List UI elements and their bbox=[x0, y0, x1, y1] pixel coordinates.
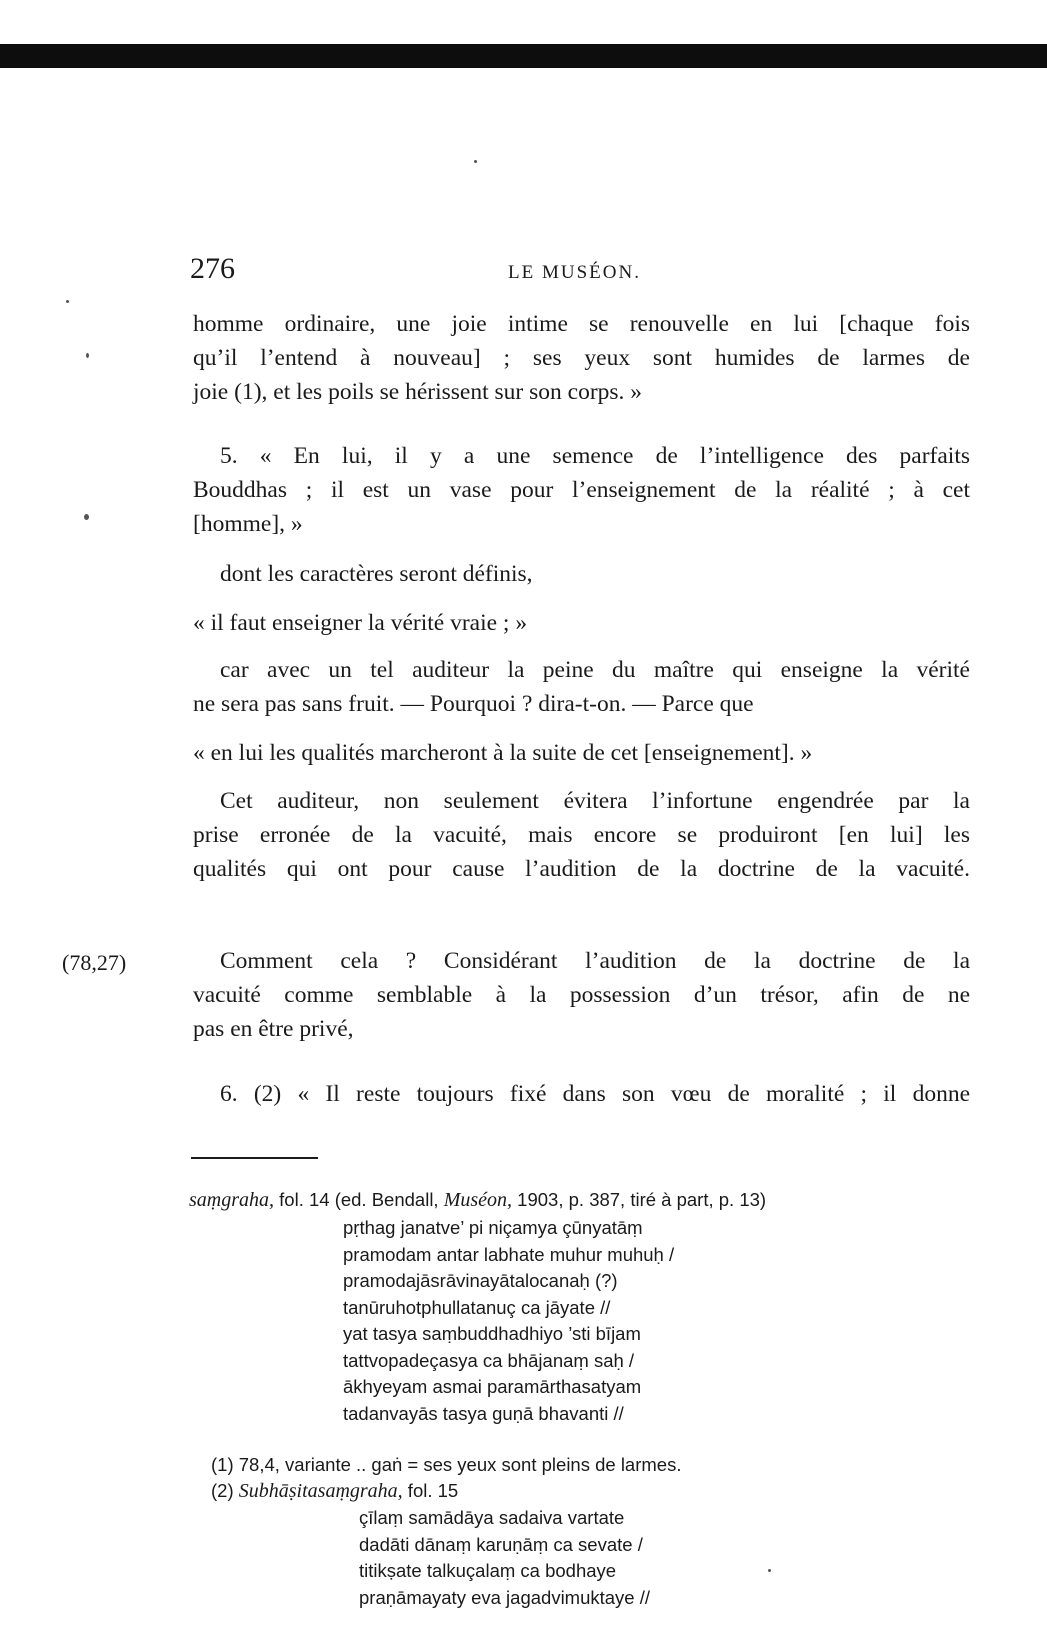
footnote-2 bbox=[211, 1478, 458, 1504]
scan-speck bbox=[474, 160, 477, 163]
source-ref: fol. 14 (ed. Bendall, bbox=[274, 1189, 444, 1210]
source-title: saṃgraha, bbox=[189, 1189, 275, 1211]
text-line: dont les caractères seront définis, bbox=[220, 561, 533, 587]
paragraph-4 bbox=[193, 606, 970, 640]
text-line: Bouddhas ; il est un vase pour l’enseignement de la réalité ; à cet bbox=[193, 477, 970, 503]
paragraph-section-6 bbox=[193, 1077, 970, 1111]
verse-line: dadāti dānaṃ karuṇāṃ ca sevate / bbox=[359, 1533, 643, 1555]
scan-speck bbox=[768, 1569, 771, 1572]
paragraph-8 bbox=[193, 944, 970, 1046]
paragraph-7 bbox=[193, 784, 970, 886]
text-line: Comment cela ? Considérant l’audition de la doctrine de la bbox=[220, 948, 970, 974]
page-number: 276 bbox=[190, 252, 235, 285]
running-head: LE MUSÉON. bbox=[508, 262, 641, 283]
margin-reference: (78,27) bbox=[62, 950, 127, 975]
scan-speck bbox=[86, 353, 89, 358]
journal-title: Muséon, bbox=[443, 1189, 513, 1211]
text-line: vacuité comme semblable à la possession d’un trésor, afin de ne bbox=[193, 982, 970, 1008]
paragraph-6 bbox=[193, 736, 970, 770]
verse-line: çīlaṃ samādāya sadaiva vartate bbox=[359, 1507, 625, 1528]
text-line: « en lui les qualités marcheront à la suite de cet [enseignement]. » bbox=[193, 740, 813, 766]
verse-line: pramodajāsrāvinayātalocanaḥ (?) bbox=[343, 1270, 618, 1291]
paragraph-1 bbox=[193, 307, 970, 409]
verse-line: yat tasya saṃbuddhadhiyo ’sti bījam bbox=[343, 1323, 641, 1344]
text-line: prise erronée de la vacuité, mais encore se produiront [en lui] les bbox=[193, 822, 970, 848]
text-line: Cet auditeur, non seulement évitera l’infortune engendrée par la bbox=[220, 788, 970, 814]
verse-line: tanūruhotphullatanuç ca jāyate // bbox=[343, 1296, 611, 1318]
text-line: « il faut enseigner la vérité vraie ; » bbox=[193, 610, 528, 636]
scan-border-bar bbox=[0, 44, 1047, 68]
text-line: 5. « En lui, il y a une semence de l’intelligence des parfaits bbox=[220, 443, 970, 469]
verse-line: titikṣate talkuçalaṃ ca bodhaye bbox=[359, 1560, 617, 1581]
footnote-continuation bbox=[189, 1187, 766, 1213]
text-line: ne sera pas sans fruit. — Pourquoi ? dira-t-on. — Parce que bbox=[193, 691, 754, 717]
sanskrit-verse-1 bbox=[343, 1215, 674, 1427]
footnote-1 bbox=[211, 1452, 681, 1478]
verse-line: tadanvayās tasya guṇā bhavanti // bbox=[343, 1402, 624, 1424]
text-line: [homme], » bbox=[193, 511, 303, 537]
verse-line: praṇāmayaty eva jagadvimuktaye // bbox=[359, 1586, 651, 1608]
text-line: joie (1), et les poils se hérissent sur son corps. » bbox=[193, 379, 643, 405]
text-line: homme ordinaire, une joie intime se renouvelle en lui [chaque fois bbox=[193, 311, 970, 337]
source-ref: fol. 15 bbox=[402, 1480, 459, 1501]
verse-line: tattvopadeçasya ca bhājanaṃ saḥ / bbox=[343, 1349, 635, 1371]
verse-line: ākhyeyam asmai paramārthasatyam bbox=[343, 1376, 642, 1397]
text-line: qu’il l’entend à nouveau] ; ses yeux sont humides de larmes de bbox=[193, 345, 970, 371]
footnote-marker: (2) bbox=[211, 1480, 234, 1501]
paragraph-3 bbox=[193, 557, 970, 591]
sanskrit-verse-2 bbox=[359, 1505, 650, 1611]
source-ref-rest: 1903, p. 387, tiré à part, p. 13) bbox=[512, 1189, 767, 1210]
scan-speck bbox=[84, 514, 89, 520]
footnote-text: 78,4, variante .. gaṅ = ses yeux sont pleins de larmes. bbox=[238, 1454, 682, 1475]
footnote-rule bbox=[191, 1157, 318, 1159]
paragraph-section-5 bbox=[193, 439, 970, 541]
verse-line: pramodam antar labhate muhur muhuḥ / bbox=[343, 1243, 675, 1265]
text-line: pas en être privé, bbox=[193, 1016, 354, 1042]
scan-speck bbox=[66, 300, 69, 303]
text-line: qualités qui ont pour cause l’audition de la doctrine de la vacuité. bbox=[193, 856, 970, 882]
verse-line: pṛthag janatve’ pi niçamya çūnyatāṃ bbox=[343, 1217, 643, 1238]
footnote-marker: (1) bbox=[211, 1454, 234, 1475]
source-title: Subhāṣitasaṃgraha, bbox=[238, 1480, 403, 1502]
paragraph-5 bbox=[193, 653, 970, 721]
text-line: 6. (2) « Il reste toujours fixé dans son vœu de moralité ; il donne bbox=[220, 1081, 970, 1107]
text-line: car avec un tel auditeur la peine du maître qui enseigne la vérité bbox=[220, 657, 970, 683]
